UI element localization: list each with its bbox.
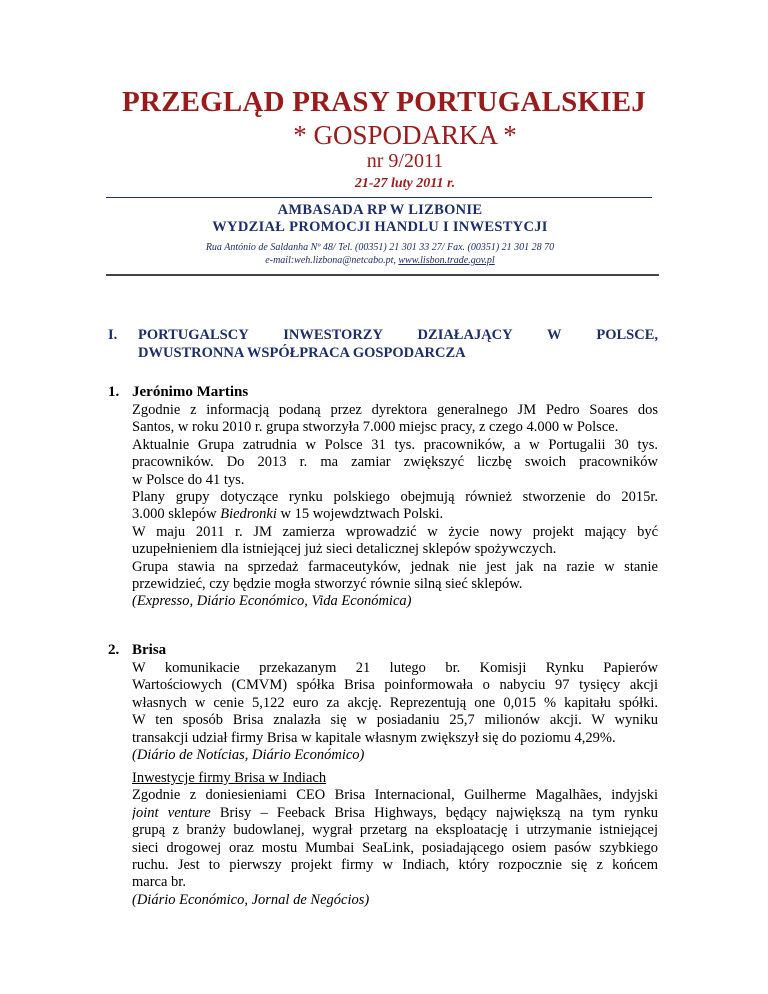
joint-venture-line: joint venture Brisy – Feeback Brisa Highways, będący największą na tym rynku — [132, 804, 658, 821]
paragraph-line: W ten sposób Brisa znalazła się w posiadaniu 25,7 milionów akcji. W wyniku — [132, 712, 658, 729]
issue-dates: 21-27 luty 2011 r. — [354, 176, 456, 191]
item-1-body — [132, 402, 658, 611]
paragraph-line: Zgodnie z informacją podaną przez dyrektora generalnego JM Pedro Soares dos — [132, 402, 658, 418]
page-title: PRZEGLĄD PRASY PORTUGALSKIEJ — [122, 86, 646, 118]
page-subtitle: * GOSPODARKA * — [293, 120, 517, 150]
contact-email[interactable]: e-mail:weh.lizbona@netcabo.pt, — [265, 255, 399, 266]
item-2-source: (Diário de Notícias, Diário Económico) — [132, 747, 365, 764]
organization-address: Rua António de Saldanha Nº 48/ Tel. (00351) 21 301 33 27/ Fax. (00351) 21 301 28 70 — [205, 242, 555, 253]
item-1-number: 1. — [108, 384, 120, 400]
section-title-line-2: DWUSTRONNA WSPÓŁPRACA GOSPODARCZA — [138, 345, 466, 361]
paragraph-line: pracowników. Do 2013 r. ma zamiar zwiększyć liczbę swoich pracowników — [132, 454, 658, 471]
paragraph-line: własnych w cenie 5,122 euro za akcję. Reprezentują one 0,015 % kapitału spółki. — [132, 694, 658, 711]
item-1-source: (Expresso, Diário Económico, Vida Económica) — [132, 593, 412, 610]
paragraph-line: sieci drogowej oraz mostu Mumbai SeaLink, posiadającego osiem pasów szybkiego — [132, 839, 658, 856]
organization-contact — [0, 255, 760, 266]
paragraph-line: grupą z branży budowlanej, wygrał przetarg na eksploatację i utrzymanie istniejącej — [132, 822, 658, 839]
header-divider — [106, 197, 652, 198]
paragraph-line: W komunikacie przekazanym 21 lutego br. Komisji Rynku Papierów — [132, 660, 658, 676]
website-link[interactable]: www.lisbon.trade.gov.pl — [398, 255, 495, 266]
item-2-number: 2. — [108, 642, 120, 658]
paragraph-line: Grupa stawia na sprzedaż farmaceutyków, jednak nie jest jak na razie w stanie — [132, 558, 658, 575]
organization-divider — [106, 274, 659, 276]
paragraph-line: przewidzieć, czy będzie mogła stworzyć równie silną sieć sklepów. — [132, 576, 523, 593]
item-2-body — [132, 660, 658, 764]
paragraph-line: Zgodnie z doniesieniami CEO Brisa Internacional, Guilherme Magalhães, indyjski — [132, 787, 658, 804]
paragraph-line: Aktualnie Grupa zatrudnia w Polsce 31 tys. pracowników, a w Portugalii 30 tys. — [132, 436, 658, 453]
paragraph-line: w Polsce do 41 tys. — [132, 471, 245, 488]
store-brand: Biedronki — [220, 506, 277, 523]
section-title-line-1: PORTUGALSCY INWESTORZY DZIAŁAJĄCY W POLSCE, — [138, 327, 658, 343]
organization-name: AMBASADA RP W LIZBONIE — [277, 202, 483, 218]
issue-number: nr 9/2011 — [366, 150, 444, 172]
item-2-heading — [108, 642, 166, 659]
item-1-title: Jerónimo Martins — [132, 384, 249, 400]
item-1-heading — [108, 384, 248, 401]
item-2-title: Brisa — [132, 642, 167, 658]
stores-line: 3.000 sklepów Biedronki w 15 wojewdztwach Polski. — [132, 506, 444, 523]
paragraph-line: uzupełnieniem dla istniejącej już sieci detalicznej sklepów spożywczych. — [132, 541, 557, 558]
subsection-source: (Diário Económico, Jornal de Negócios) — [132, 891, 370, 908]
paragraph-line: Santos, w roku 2010 r. grupa stworzyła 7.000 miejsc pracy, z czego 4.000 w Polsce. — [132, 419, 619, 436]
paragraph-line: Plany grupy dotyczące rynku polskiego obejmują również stworzenie do 2015r. — [132, 489, 658, 506]
subsection-heading: Inwestycje firmy Brisa w Indiach — [132, 770, 327, 786]
paragraph-line: ruchu. Jest to pierwszy projekt firmy w Indiach, który rozpocznie się z końcem — [132, 857, 658, 874]
paragraph-line: transakcji udział firmy Brisa w kapitale własnym zwiększył się do poziomu 4,29%. — [132, 729, 616, 746]
brisa-india-subsection — [132, 770, 658, 909]
paragraph-line: marca br. — [132, 874, 186, 891]
paragraph-line: W maju 2011 r. JM zamierza wprowadzić w życie nowy projekt mający być — [132, 523, 658, 540]
paragraph-line: Wartościowych (CMVM) spółka Brisa poinformowała o nabyciu 97 tysięcy akcji — [132, 677, 658, 694]
section-number: I. — [108, 327, 118, 343]
organization-department: WYDZIAŁ PROMOCJI HANDLU I INWESTYCJI — [212, 219, 548, 235]
